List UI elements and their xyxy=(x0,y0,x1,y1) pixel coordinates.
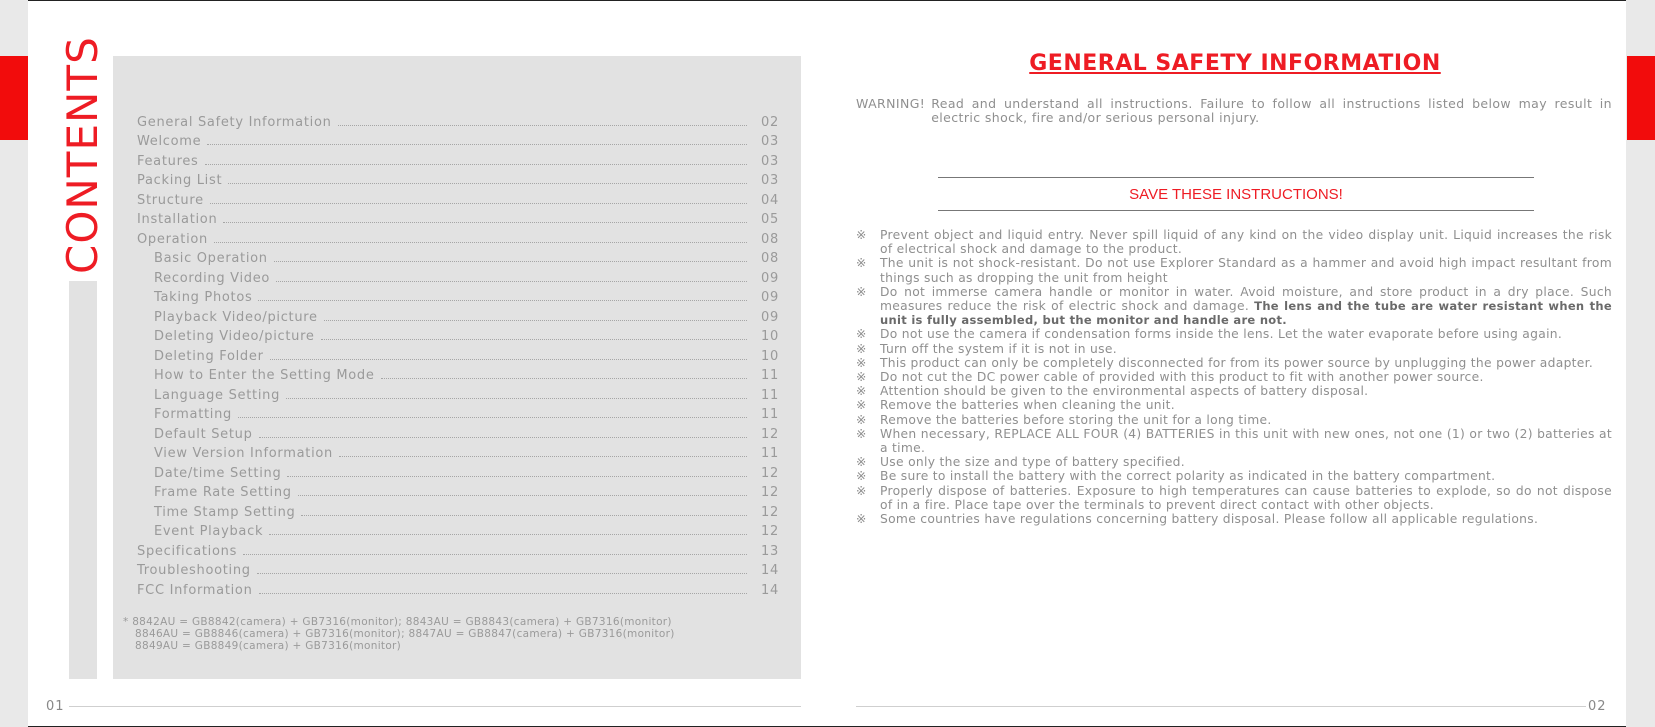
toc-entry xyxy=(137,578,779,598)
reference-mark-icon: ※ xyxy=(856,284,867,299)
safety-item xyxy=(856,285,1612,328)
toc-entry-page: 14 xyxy=(761,582,779,598)
safety-item-text: Do not immerse camera handle or monitor in water. Avoid moisture, and store product in a dry place. Such measures reduce the risk of electric shock and damage. xyxy=(880,284,1612,314)
page-number-left: 01 xyxy=(46,699,65,714)
toc-entry-page: 11 xyxy=(761,387,779,403)
toc-entry-page: 08 xyxy=(761,251,779,266)
toc-entry-label: Features xyxy=(137,153,199,169)
toc-entry xyxy=(137,325,779,345)
toc-entry-page: 09 xyxy=(761,290,779,305)
safety-item-text-wrap xyxy=(880,370,1612,384)
toc-entry-page: 03 xyxy=(761,173,779,188)
contents-heading: CONTENTS xyxy=(58,36,107,274)
toc-leader-dots xyxy=(324,320,747,321)
safety-item-text: Use only the size and type of battery specified. xyxy=(880,455,1185,470)
toc-entry xyxy=(137,247,779,267)
toc-leader-dots xyxy=(228,183,747,184)
reference-mark-icon: ※ xyxy=(856,426,867,441)
safety-item-text-wrap xyxy=(880,484,1612,512)
toc-entry xyxy=(137,149,779,169)
toc-entry-page: 04 xyxy=(761,192,779,208)
safety-item-text: Do not cut the DC power cable of provided with this product to fit with another power source. xyxy=(880,370,1484,385)
toc-entry-label: Troubleshooting xyxy=(137,563,251,578)
toc-leader-dots xyxy=(210,203,747,204)
toc-leader-dots xyxy=(287,476,747,477)
safety-item-emphasis: The lens and the tube are water resistant when the unit is fully assembled, but the monitor and handle are not. xyxy=(880,299,1612,328)
safety-item-text-wrap xyxy=(880,512,1612,526)
toc-entry xyxy=(137,227,779,247)
toc-entry-page: 10 xyxy=(761,329,779,344)
reference-mark-icon: ※ xyxy=(856,483,867,498)
toc-entry-label: Language Setting xyxy=(154,387,281,403)
warning-text: Read and understand all instructions. Failure to follow all instructions listed below may result in electric shock, fire and/or serious personal injury. xyxy=(931,96,1612,125)
toc-entry-page: 12 xyxy=(761,465,779,481)
toc-entry-label: Basic Operation xyxy=(154,251,268,266)
reference-mark-icon: ※ xyxy=(856,341,867,356)
reference-mark-icon: ※ xyxy=(856,327,867,342)
warning-block xyxy=(856,97,1612,125)
toc-entry-label: Event Playback xyxy=(154,524,264,539)
reference-mark-icon: ※ xyxy=(856,384,867,399)
toc-entry xyxy=(137,539,779,559)
safety-item xyxy=(856,398,1612,412)
toc-entry-page: 02 xyxy=(761,114,779,130)
toc-entry-label: Installation xyxy=(137,212,218,227)
safety-item xyxy=(856,327,1612,341)
safety-item-text-wrap xyxy=(880,427,1612,455)
toc-entry-page: 12 xyxy=(761,524,779,539)
safety-item-text: Be sure to install the battery with the correct polarity as indicated in the battery compartment. xyxy=(880,469,1496,484)
toc-entry-page: 03 xyxy=(761,153,779,169)
toc-entry xyxy=(137,461,779,481)
model-footnote xyxy=(123,616,793,652)
safety-item-text-wrap xyxy=(880,413,1612,427)
safety-item-text-wrap xyxy=(880,342,1612,356)
reference-mark-icon: ※ xyxy=(856,355,867,370)
toc-entry-label: Deleting Folder xyxy=(154,348,264,364)
toc-entry-label: Specifications xyxy=(137,543,238,559)
reference-mark-icon: ※ xyxy=(856,512,867,527)
toc-leader-dots xyxy=(259,437,747,438)
toc-entry-label: General Safety Information xyxy=(137,114,332,130)
safety-item xyxy=(856,228,1612,256)
page-number-right: 02 xyxy=(1588,699,1607,714)
toc-entry-label: Taking Photos xyxy=(154,290,253,305)
toc-entry xyxy=(137,364,779,384)
safety-item xyxy=(856,413,1612,427)
toc-entry xyxy=(137,344,779,364)
toc-entry-label: Welcome xyxy=(137,134,202,149)
safety-item xyxy=(856,455,1612,469)
toc-entry-label: Recording Video xyxy=(154,270,271,286)
toc-entry-label: Formatting xyxy=(154,407,233,422)
safety-item-text: When necessary, REPLACE ALL FOUR (4) BATTERIES in this unit with new ones, not one (1) or two (2) batteries at a time. xyxy=(880,426,1612,456)
toc-entry xyxy=(137,559,779,579)
toc-entry-label: FCC Information xyxy=(137,582,253,598)
safety-item-text-wrap xyxy=(880,228,1612,256)
toc-entry-label: How to Enter the Setting Mode xyxy=(154,368,375,383)
safety-item xyxy=(856,427,1612,455)
toc-leader-dots xyxy=(301,515,747,516)
safety-item-text-wrap xyxy=(880,469,1612,483)
toc-entry xyxy=(137,383,779,403)
toc-entry xyxy=(137,422,779,442)
warning-label: WARNING! xyxy=(856,96,926,111)
safety-item-text-wrap xyxy=(880,327,1612,341)
table-of-contents-panel xyxy=(113,56,801,679)
toc-leader-dots xyxy=(274,261,747,262)
toc-entry xyxy=(137,442,779,462)
footer-rule-left xyxy=(69,706,801,707)
safety-item-text-wrap xyxy=(880,356,1612,370)
safety-item xyxy=(856,512,1612,526)
safety-item-text: Do not use the camera if condensation forms inside the lens. Let the water evaporate before using again. xyxy=(880,327,1563,342)
reference-mark-icon: ※ xyxy=(856,398,867,413)
reference-mark-icon: ※ xyxy=(856,412,867,427)
safety-item-text-wrap xyxy=(880,398,1612,412)
toc-entry-label: Structure xyxy=(137,192,204,208)
reference-mark-icon: ※ xyxy=(856,455,867,470)
safety-item xyxy=(856,484,1612,512)
toc-entry xyxy=(137,403,779,423)
toc-leader-dots xyxy=(298,495,747,496)
safety-item xyxy=(856,370,1612,384)
toc-leader-dots xyxy=(238,417,747,418)
toc-entry xyxy=(137,188,779,208)
toc-entry xyxy=(137,481,779,501)
footnote-line: * 8842AU = GB8842(camera) + GB7316(monitor); 8843AU = GB8843(camera) + GB7316(monitor) xyxy=(123,616,672,628)
toc-leader-dots xyxy=(223,222,747,223)
safety-item-text-wrap xyxy=(880,256,1612,284)
toc-leader-dots xyxy=(257,573,747,574)
toc-leader-dots xyxy=(243,554,747,555)
reference-mark-icon: ※ xyxy=(856,370,867,385)
toc-list xyxy=(137,110,779,598)
toc-entry-label: Packing List xyxy=(137,173,223,188)
safety-item-text: Remove the batteries when cleaning the unit. xyxy=(880,398,1175,413)
toc-leader-dots xyxy=(205,164,748,165)
toc-entry-label: Deleting Video/picture xyxy=(154,329,315,344)
safety-item-text-wrap xyxy=(880,384,1612,398)
safety-item-text: Attention should be given to the environmental aspects of battery disposal. xyxy=(880,384,1369,399)
toc-entry xyxy=(137,266,779,286)
toc-entry-label: Frame Rate Setting xyxy=(154,485,292,500)
toc-entry-page: 12 xyxy=(761,504,779,520)
toc-entry xyxy=(137,208,779,228)
toc-entry xyxy=(137,520,779,540)
safety-item-text: Turn off the system if it is not in use. xyxy=(880,341,1117,356)
toc-entry-label: Default Setup xyxy=(154,426,253,442)
safety-item-text: Prevent object and liquid entry. Never spill liquid of any kind on the video display unit. Liquid increases the risk of electrical shock and damage to the product. xyxy=(880,228,1612,257)
toc-entry-page: 03 xyxy=(761,134,779,149)
reference-mark-icon: ※ xyxy=(856,228,867,242)
contents-side-strip xyxy=(69,281,97,679)
toc-leader-dots xyxy=(276,281,747,282)
toc-entry-page: 09 xyxy=(761,309,779,325)
toc-leader-dots xyxy=(259,593,747,594)
footnote-line: 8849AU = GB8849(camera) + GB7316(monitor) xyxy=(135,640,402,652)
reference-mark-icon: ※ xyxy=(856,469,867,484)
safety-item-text: Some countries have regulations concerning battery disposal. Please follow all applicable regulations. xyxy=(880,512,1539,527)
toc-entry xyxy=(137,130,779,150)
toc-leader-dots xyxy=(339,456,747,457)
toc-entry xyxy=(137,500,779,520)
safety-item xyxy=(856,256,1612,284)
safety-item-text: Properly dispose of batteries. Exposure to high temperatures can cause batteries to explode, so do not dispose of in a fire. Place tape over the terminals to prevent direct contact with other objects. xyxy=(880,483,1612,512)
toc-leader-dots xyxy=(269,534,747,535)
toc-entry-page: 12 xyxy=(761,426,779,442)
toc-leader-dots xyxy=(270,359,747,360)
save-instructions-banner xyxy=(938,177,1534,211)
safety-item xyxy=(856,384,1612,398)
safety-item-text-wrap xyxy=(880,285,1612,328)
toc-entry-label: Playback Video/picture xyxy=(154,309,318,325)
toc-entry xyxy=(137,110,779,130)
toc-entry-page: 11 xyxy=(761,407,779,422)
toc-leader-dots xyxy=(338,125,747,126)
safety-title: GENERAL SAFETY INFORMATION xyxy=(1029,51,1441,76)
safety-item-text: The unit is not shock-resistant. Do not use Explorer Standard as a hammer and avoid high impact resultant from things such as dropping the unit from height xyxy=(880,256,1612,285)
safety-item xyxy=(856,469,1612,483)
toc-entry-label: View Version Information xyxy=(154,446,333,461)
safety-item xyxy=(856,342,1612,356)
toc-entry-page: 12 xyxy=(761,485,779,500)
save-instructions-text: SAVE THESE INSTRUCTIONS! xyxy=(1129,185,1343,203)
reference-mark-icon: ※ xyxy=(856,256,867,271)
toc-entry-page: 13 xyxy=(761,543,779,559)
safety-item-text: Remove the batteries before storing the unit for a long time. xyxy=(880,412,1272,427)
toc-entry-page: 09 xyxy=(761,270,779,286)
toc-leader-dots xyxy=(286,398,747,399)
toc-leader-dots xyxy=(258,300,747,301)
toc-entry-label: Operation xyxy=(137,231,208,247)
left-red-tab xyxy=(0,56,28,140)
toc-leader-dots xyxy=(381,378,747,379)
safety-item-text-wrap xyxy=(880,455,1612,469)
safety-item-text: This product can only be completely disconnected for from its power source by unplugging the power adapter. xyxy=(880,355,1594,370)
safety-item xyxy=(856,356,1612,370)
right-red-tab xyxy=(1627,56,1655,140)
toc-entry-page: 11 xyxy=(761,446,779,461)
toc-entry-page: 05 xyxy=(761,212,779,227)
toc-entry xyxy=(137,305,779,325)
footnote-line: 8846AU = GB8846(camera) + GB7316(monitor); 8847AU = GB8847(camera) + GB7316(monitor) xyxy=(135,628,675,640)
toc-entry-label: Time Stamp Setting xyxy=(154,504,296,520)
toc-leader-dots xyxy=(207,144,747,145)
toc-entry xyxy=(137,169,779,189)
toc-entry-page: 10 xyxy=(761,348,779,364)
toc-leader-dots xyxy=(321,339,747,340)
toc-leader-dots xyxy=(214,242,747,243)
footer-rule-right xyxy=(856,706,1586,707)
toc-entry xyxy=(137,286,779,306)
toc-entry-page: 11 xyxy=(761,368,779,383)
toc-entry-label: Date/time Setting xyxy=(154,465,282,481)
toc-entry-page: 08 xyxy=(761,231,779,247)
toc-entry-page: 14 xyxy=(761,563,779,578)
safety-list xyxy=(856,228,1612,526)
